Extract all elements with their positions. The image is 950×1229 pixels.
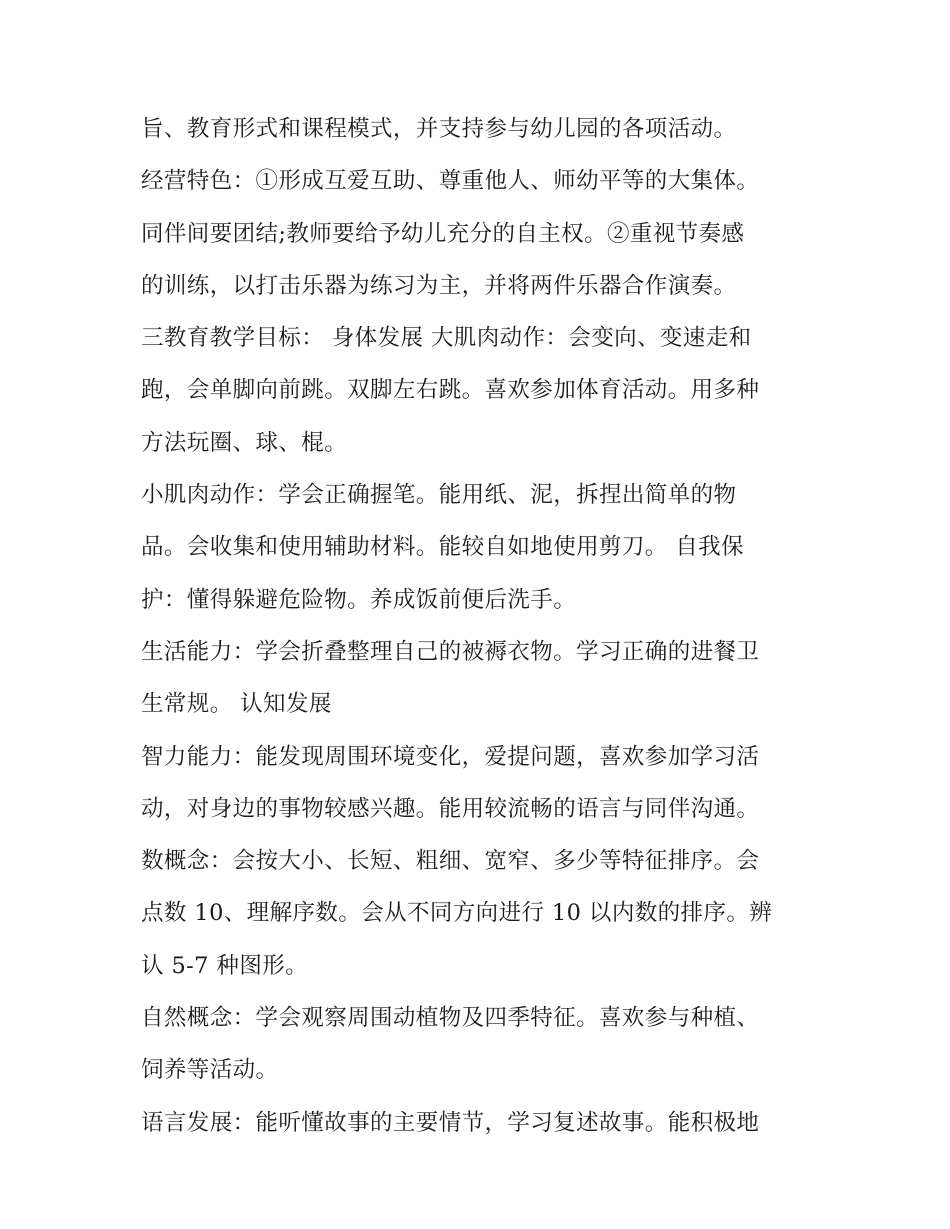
text-line: 点数 10、理解序数。会从不同方向进行 10 以内数的排序。辨: [141, 900, 773, 927]
text-line: 小肌肉动作：学会正确握笔。能用纸、泥，拆捏出简单的物: [141, 482, 737, 509]
text-line: 同伴间要团结;教师要给予幼儿充分的自主权。②重视节奏感: [141, 220, 745, 247]
text-line: 方法玩圈、球、棍。: [141, 429, 348, 456]
text-line: 智力能力：能发现周围环境变化，爱提问题，喜欢参加学习活: [141, 743, 760, 770]
document-body: [141, 103, 821, 1149]
text-line: 三教育教学目标： 身体发展 大肌肉动作：会变向、变速走和: [141, 325, 752, 352]
text-line: 自然概念：学会观察周围动植物及四季特征。喜欢参与种植、: [141, 1005, 760, 1032]
text-line: 饲养等活动。: [141, 1057, 279, 1084]
text-line: 认 5-7 种图形。: [141, 952, 309, 979]
text-line: 数概念：会按大小、长短、粗细、宽窄、多少等特征排序。会: [141, 848, 760, 875]
text-line: 品。会收集和使用辅助材料。能较自如地使用剪刀。 自我保: [141, 534, 744, 561]
text-line: 护：懂得躲避危险物。养成饭前便后洗手。: [141, 586, 577, 613]
text-line: 经营特色：①形成互爱互助、尊重他人、师幼平等的大集体。: [141, 168, 760, 195]
text-line: 跑，会单脚向前跳。双脚左右跳。喜欢参加体育活动。用多种: [141, 377, 760, 404]
text-line: 的训练，以打击乐器为练习为主，并将两件乐器合作演奏。: [141, 272, 737, 299]
text-line: 动，对身边的事物较感兴趣。能用较流畅的语言与同伴沟通。: [141, 795, 760, 822]
text-line: 旨、教育形式和课程模式，并支持参与幼儿园的各项活动。: [141, 116, 737, 142]
text-line: 生活能力：学会折叠整理自己的被褥衣物。学习正确的进餐卫: [141, 638, 760, 665]
text-line: 生常规。 认知发展: [141, 691, 332, 718]
text-line: 语言发展：能听懂故事的主要情节，学习复述故事。能积极地: [141, 1109, 760, 1136]
